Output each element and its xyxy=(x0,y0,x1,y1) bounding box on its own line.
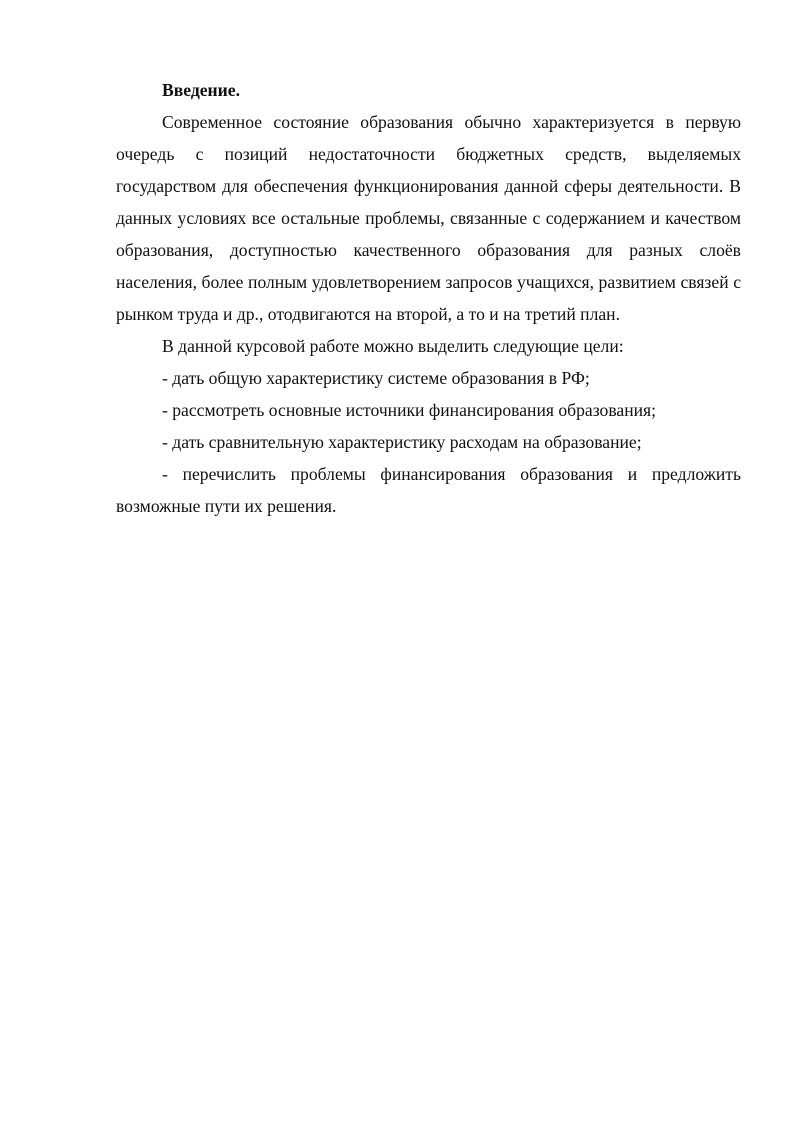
goal-item: - перечислить проблемы финансирования образования и предложить возможные пути их решения. xyxy=(116,464,741,516)
document-body xyxy=(116,74,741,522)
intro-paragraph: Современное состояние образования обычно характеризуется в первую очередь с позиций недостаточности бюджетных средств, выделяемых государством для обеспечения функционирования данной сферы деятельности. В данных условиях все остальные проблемы, связанные с содержанием и качеством образования, доступностью качественного образования для разных слоёв населения, более полным удовлетворением запросов учащихся, развитием связей с рынком труда и др., отодвигаются на второй, а то и на третий план. xyxy=(116,112,741,324)
goals-intro-paragraph: В данной курсовой работе можно выделить следующие цели: xyxy=(162,336,624,356)
goal-item: - рассмотреть основные источники финансирования образования; xyxy=(162,400,657,420)
goal-item: - дать общую характеристику системе образования в РФ; xyxy=(162,368,590,388)
section-heading: Введение. xyxy=(162,80,241,100)
goal-item: - дать сравнительную характеристику расходам на образование; xyxy=(162,432,642,452)
